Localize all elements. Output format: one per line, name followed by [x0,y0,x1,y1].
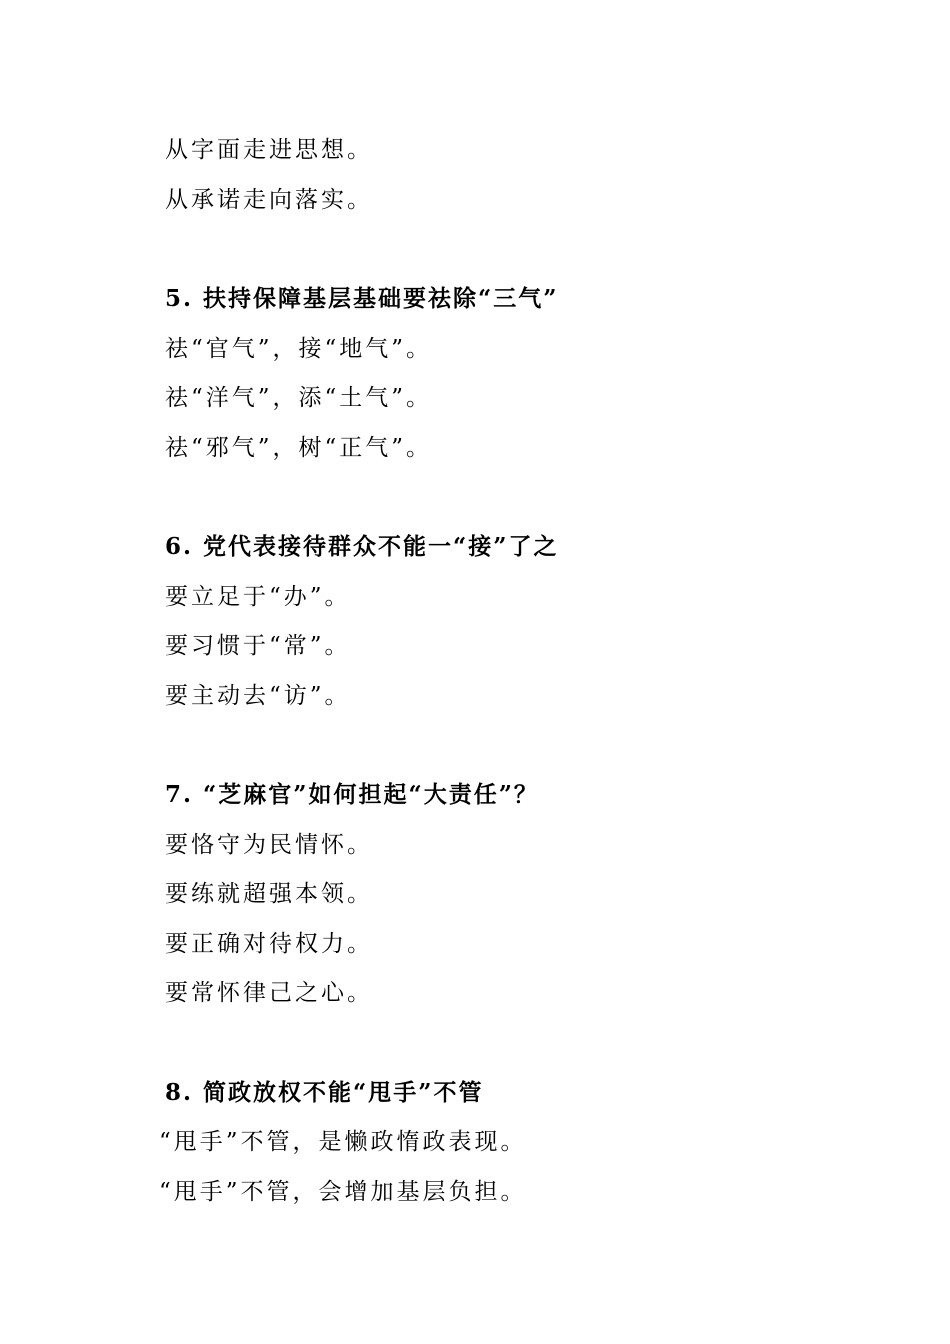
body-line: 要立足于“办”。 [165,583,351,610]
body-line: 要习惯于“常”。 [165,633,351,659]
body-line: 要练就超强本领。 [165,881,373,907]
body-line: 祛“官气”，接“地气”。 [165,335,433,362]
body-line: “甩手”不管，是懒政惰政表现。 [159,1129,527,1155]
paragraph-gap [165,1024,865,1074]
text-column [159,131,865,1222]
body-line: 要恪守为民情怀。 [165,831,373,858]
body-line: 要常怀律己之心。 [165,980,373,1006]
body-line: 祛“邪气”，树“正气”。 [165,434,433,461]
section-heading: 8. 简政放权不能“甩手”不管 [165,1078,484,1106]
section-heading: 7. “芝麻官”如何担起“大责任”？ [165,781,539,808]
section-heading: 6. 党代表接待群众不能一“接”了之 [165,533,559,560]
section-heading: 5. 扶持保障基层基础要祛除“三气” [165,285,559,312]
paragraph-gap [165,478,865,528]
paragraph-gap [165,230,865,280]
body-line: “甩手”不管，会增加基层负担。 [159,1178,527,1205]
body-line: 从承诺走向落实。 [165,186,373,213]
body-line: 从字面走进思想。 [165,137,373,163]
body-line: 要主动去“访”。 [165,682,351,709]
body-line: 要正确对待权力。 [165,930,373,957]
paragraph-gap [165,726,865,776]
body-line: 祛“洋气”，添“土气”。 [165,385,433,411]
